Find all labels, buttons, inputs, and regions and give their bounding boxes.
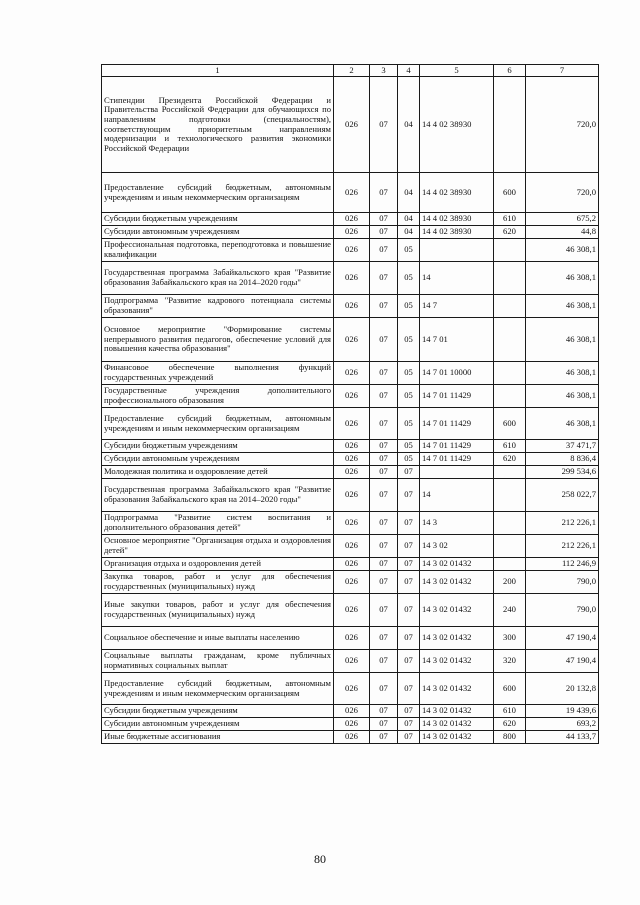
row-name: Субсидии бюджетным учреждениям — [102, 213, 334, 226]
cell-admin-code: 026 — [334, 705, 370, 718]
cell-section: 07 — [370, 673, 398, 705]
cell-target-article: 14 — [420, 479, 494, 512]
cell-target-article: 14 7 01 11429 — [420, 385, 494, 408]
table-row — [102, 673, 599, 705]
cell-target-article: 14 3 02 01432 — [420, 594, 494, 627]
cell-admin-code: 026 — [334, 226, 370, 239]
cell-amount: 720,0 — [526, 173, 599, 213]
cell-amount: 19 439,6 — [526, 705, 599, 718]
cell-target-article: 14 3 02 01432 — [420, 673, 494, 705]
cell-amount: 46 308,1 — [526, 262, 599, 295]
cell-expense-type — [494, 318, 526, 362]
column-header: 1 — [102, 65, 334, 77]
table-row — [102, 362, 599, 385]
table-row — [102, 512, 599, 535]
cell-amount: 212 226,1 — [526, 512, 599, 535]
cell-amount: 44,8 — [526, 226, 599, 239]
cell-expense-type: 800 — [494, 731, 526, 744]
column-header: 6 — [494, 65, 526, 77]
cell-amount: 212 226,1 — [526, 535, 599, 558]
table-header-row — [102, 65, 599, 77]
row-name: Социальные выплаты гражданам, кроме публичных нормативных социальных выплат — [102, 650, 334, 673]
cell-section: 07 — [370, 650, 398, 673]
cell-section: 07 — [370, 173, 398, 213]
cell-target-article: 14 3 — [420, 512, 494, 535]
row-name: Субсидии автономным учреждениям — [102, 718, 334, 731]
row-name: Основное мероприятие "Организация отдыха и оздоровления детей" — [102, 535, 334, 558]
cell-target-article — [420, 239, 494, 262]
column-header: 5 — [420, 65, 494, 77]
cell-expense-type: 600 — [494, 673, 526, 705]
cell-admin-code: 026 — [334, 718, 370, 731]
cell-target-article — [420, 466, 494, 479]
table-row — [102, 318, 599, 362]
cell-target-article: 14 — [420, 262, 494, 295]
cell-target-article: 14 3 02 01432 — [420, 571, 494, 594]
table-row — [102, 718, 599, 731]
cell-amount: 46 308,1 — [526, 239, 599, 262]
cell-section: 07 — [370, 558, 398, 571]
cell-expense-type — [494, 535, 526, 558]
row-name: Молодежная политика и оздоровление детей — [102, 466, 334, 479]
cell-target-article: 14 4 02 38930 — [420, 226, 494, 239]
cell-section: 07 — [370, 571, 398, 594]
table-row — [102, 479, 599, 512]
cell-expense-type — [494, 385, 526, 408]
cell-subsection: 07 — [398, 558, 420, 571]
cell-expense-type — [494, 77, 526, 173]
cell-section: 07 — [370, 705, 398, 718]
cell-section: 07 — [370, 535, 398, 558]
row-name: Предоставление субсидий бюджетным, автономным учреждениям и иным некоммерческим организациям — [102, 173, 334, 213]
cell-subsection: 07 — [398, 512, 420, 535]
cell-subsection: 05 — [398, 318, 420, 362]
cell-subsection: 07 — [398, 479, 420, 512]
cell-amount: 258 022,7 — [526, 479, 599, 512]
cell-section: 07 — [370, 512, 398, 535]
cell-expense-type — [494, 558, 526, 571]
cell-subsection: 07 — [398, 718, 420, 731]
cell-subsection: 05 — [398, 295, 420, 318]
cell-expense-type — [494, 466, 526, 479]
cell-expense-type: 240 — [494, 594, 526, 627]
table-row — [102, 731, 599, 744]
row-name: Государственная программа Забайкальского края "Развитие образования Забайкальского края на 2014–2020 годы" — [102, 479, 334, 512]
cell-target-article: 14 7 01 10000 — [420, 362, 494, 385]
cell-section: 07 — [370, 213, 398, 226]
cell-amount: 790,0 — [526, 571, 599, 594]
cell-subsection: 05 — [398, 408, 420, 440]
cell-section: 07 — [370, 466, 398, 479]
cell-subsection: 04 — [398, 226, 420, 239]
cell-amount: 112 246,9 — [526, 558, 599, 571]
cell-amount: 47 190,4 — [526, 627, 599, 650]
table-row — [102, 650, 599, 673]
row-name: Иные бюджетные ассигнования — [102, 731, 334, 744]
table-row — [102, 535, 599, 558]
cell-target-article: 14 4 02 38930 — [420, 77, 494, 173]
cell-amount: 46 308,1 — [526, 295, 599, 318]
cell-amount: 299 534,6 — [526, 466, 599, 479]
cell-subsection: 05 — [398, 262, 420, 295]
cell-subsection: 05 — [398, 440, 420, 453]
cell-subsection: 07 — [398, 650, 420, 673]
row-name: Подпрограмма "Развитие систем воспитания и дополнительного образования детей" — [102, 512, 334, 535]
cell-section: 07 — [370, 479, 398, 512]
cell-target-article: 14 3 02 01432 — [420, 718, 494, 731]
row-name: Социальное обеспечение и иные выплаты населению — [102, 627, 334, 650]
table-row — [102, 262, 599, 295]
cell-expense-type — [494, 295, 526, 318]
cell-section: 07 — [370, 262, 398, 295]
cell-subsection: 04 — [398, 173, 420, 213]
table-row — [102, 440, 599, 453]
row-name: Государственная программа Забайкальского края "Развитие образования Забайкальского края на 2014–2020 годы" — [102, 262, 334, 295]
table-row — [102, 627, 599, 650]
cell-admin-code: 026 — [334, 650, 370, 673]
cell-section: 07 — [370, 627, 398, 650]
cell-expense-type: 600 — [494, 408, 526, 440]
cell-amount: 46 308,1 — [526, 318, 599, 362]
table-row — [102, 558, 599, 571]
cell-expense-type — [494, 239, 526, 262]
cell-expense-type — [494, 262, 526, 295]
cell-section: 07 — [370, 594, 398, 627]
row-name: Закупка товаров, работ и услуг для обеспечения государственных (муниципальных) нужд — [102, 571, 334, 594]
cell-amount: 46 308,1 — [526, 362, 599, 385]
cell-subsection: 07 — [398, 627, 420, 650]
cell-target-article: 14 7 — [420, 295, 494, 318]
row-name: Государственные учреждения дополнительного профессионального образования — [102, 385, 334, 408]
cell-admin-code: 026 — [334, 627, 370, 650]
cell-admin-code: 026 — [334, 77, 370, 173]
cell-target-article: 14 3 02 — [420, 535, 494, 558]
cell-admin-code: 026 — [334, 295, 370, 318]
page-number: 80 — [314, 852, 326, 866]
row-name: Субсидии автономным учреждениям — [102, 226, 334, 239]
cell-expense-type — [494, 479, 526, 512]
cell-amount: 20 132,8 — [526, 673, 599, 705]
cell-admin-code: 026 — [334, 571, 370, 594]
row-name: Основное мероприятие "Формирование системы непрерывного развития педагогов, обеспечение условий для повышения качества образования" — [102, 318, 334, 362]
column-header: 3 — [370, 65, 398, 77]
cell-subsection: 05 — [398, 453, 420, 466]
table-row — [102, 594, 599, 627]
row-name: Субсидии бюджетным учреждениям — [102, 705, 334, 718]
cell-expense-type — [494, 362, 526, 385]
table-body — [102, 77, 599, 744]
cell-target-article: 14 7 01 11429 — [420, 453, 494, 466]
column-header: 7 — [526, 65, 599, 77]
cell-expense-type: 620 — [494, 226, 526, 239]
cell-target-article: 14 4 02 38930 — [420, 213, 494, 226]
cell-admin-code: 026 — [334, 673, 370, 705]
column-header: 2 — [334, 65, 370, 77]
cell-section: 07 — [370, 295, 398, 318]
cell-target-article: 14 3 02 01432 — [420, 650, 494, 673]
cell-expense-type: 610 — [494, 705, 526, 718]
cell-expense-type: 600 — [494, 173, 526, 213]
cell-amount: 720,0 — [526, 77, 599, 173]
cell-section: 07 — [370, 77, 398, 173]
cell-admin-code: 026 — [334, 594, 370, 627]
table-row — [102, 173, 599, 213]
cell-amount: 675,2 — [526, 213, 599, 226]
cell-expense-type: 320 — [494, 650, 526, 673]
cell-expense-type: 200 — [494, 571, 526, 594]
cell-target-article: 14 3 02 01432 — [420, 558, 494, 571]
cell-section: 07 — [370, 362, 398, 385]
row-name: Подпрограмма "Развитие кадрового потенциала системы образования" — [102, 295, 334, 318]
table-row — [102, 239, 599, 262]
cell-target-article: 14 3 02 01432 — [420, 705, 494, 718]
cell-amount: 693,2 — [526, 718, 599, 731]
cell-expense-type — [494, 512, 526, 535]
cell-subsection: 07 — [398, 594, 420, 627]
row-name: Профессиональная подготовка, переподготовка и повышение квалификации — [102, 239, 334, 262]
cell-admin-code: 026 — [334, 512, 370, 535]
cell-admin-code: 026 — [334, 262, 370, 295]
cell-target-article: 14 7 01 11429 — [420, 408, 494, 440]
cell-admin-code: 026 — [334, 440, 370, 453]
row-name: Организация отдыха и оздоровления детей — [102, 558, 334, 571]
cell-amount: 46 308,1 — [526, 408, 599, 440]
cell-expense-type: 620 — [494, 453, 526, 466]
cell-section: 07 — [370, 718, 398, 731]
cell-admin-code: 026 — [334, 535, 370, 558]
cell-subsection: 07 — [398, 731, 420, 744]
cell-subsection: 07 — [398, 466, 420, 479]
cell-admin-code: 026 — [334, 362, 370, 385]
cell-admin-code: 026 — [334, 173, 370, 213]
cell-amount: 790,0 — [526, 594, 599, 627]
row-name: Стипендии Президента Российской Федерации и Правительства Российской Федерации для обучающихся по направлениям подготовки (специальностям), соответствующим приоритетным направлениям модернизации и технологического развития экономики Российской Федерации — [102, 77, 334, 173]
table-row — [102, 705, 599, 718]
cell-subsection: 07 — [398, 673, 420, 705]
cell-amount: 46 308,1 — [526, 385, 599, 408]
cell-target-article: 14 7 01 — [420, 318, 494, 362]
cell-subsection: 07 — [398, 571, 420, 594]
cell-section: 07 — [370, 226, 398, 239]
cell-amount: 37 471,7 — [526, 440, 599, 453]
cell-subsection: 05 — [398, 385, 420, 408]
budget-table — [101, 64, 599, 744]
table-row — [102, 466, 599, 479]
cell-target-article: 14 3 02 01432 — [420, 627, 494, 650]
cell-admin-code: 026 — [334, 318, 370, 362]
cell-admin-code: 026 — [334, 408, 370, 440]
cell-admin-code: 026 — [334, 453, 370, 466]
cell-amount: 44 133,7 — [526, 731, 599, 744]
row-name: Иные закупки товаров, работ и услуг для обеспечения государственных (муниципальных) нужд — [102, 594, 334, 627]
row-name: Финансовое обеспечение выполнения функций государственных учреждений — [102, 362, 334, 385]
table-row — [102, 408, 599, 440]
cell-subsection: 05 — [398, 239, 420, 262]
cell-section: 07 — [370, 731, 398, 744]
cell-admin-code: 026 — [334, 466, 370, 479]
table-row — [102, 226, 599, 239]
cell-expense-type: 620 — [494, 718, 526, 731]
cell-subsection: 07 — [398, 535, 420, 558]
table-row — [102, 571, 599, 594]
cell-admin-code: 026 — [334, 385, 370, 408]
cell-subsection: 05 — [398, 362, 420, 385]
cell-section: 07 — [370, 440, 398, 453]
cell-expense-type: 610 — [494, 213, 526, 226]
cell-expense-type: 610 — [494, 440, 526, 453]
cell-section: 07 — [370, 408, 398, 440]
cell-admin-code: 026 — [334, 558, 370, 571]
table-row — [102, 213, 599, 226]
cell-admin-code: 026 — [334, 239, 370, 262]
cell-section: 07 — [370, 453, 398, 466]
cell-section: 07 — [370, 239, 398, 262]
cell-admin-code: 026 — [334, 731, 370, 744]
cell-expense-type: 300 — [494, 627, 526, 650]
cell-section: 07 — [370, 318, 398, 362]
row-name: Субсидии автономным учреждениям — [102, 453, 334, 466]
cell-subsection: 04 — [398, 213, 420, 226]
cell-subsection: 04 — [398, 77, 420, 173]
table-row — [102, 385, 599, 408]
cell-target-article: 14 7 01 11429 — [420, 440, 494, 453]
cell-amount: 8 836,4 — [526, 453, 599, 466]
column-header: 4 — [398, 65, 420, 77]
cell-target-article: 14 4 02 38930 — [420, 173, 494, 213]
cell-section: 07 — [370, 385, 398, 408]
cell-subsection: 07 — [398, 705, 420, 718]
cell-admin-code: 026 — [334, 213, 370, 226]
table-row — [102, 453, 599, 466]
row-name: Субсидии бюджетным учреждениям — [102, 440, 334, 453]
table-row — [102, 295, 599, 318]
row-name: Предоставление субсидий бюджетным, автономным учреждениям и иным некоммерческим организациям — [102, 408, 334, 440]
cell-target-article: 14 3 02 01432 — [420, 731, 494, 744]
cell-amount: 47 190,4 — [526, 650, 599, 673]
table-row — [102, 77, 599, 173]
cell-admin-code: 026 — [334, 479, 370, 512]
row-name: Предоставление субсидий бюджетным, автономным учреждениям и иным некоммерческим организациям — [102, 673, 334, 705]
